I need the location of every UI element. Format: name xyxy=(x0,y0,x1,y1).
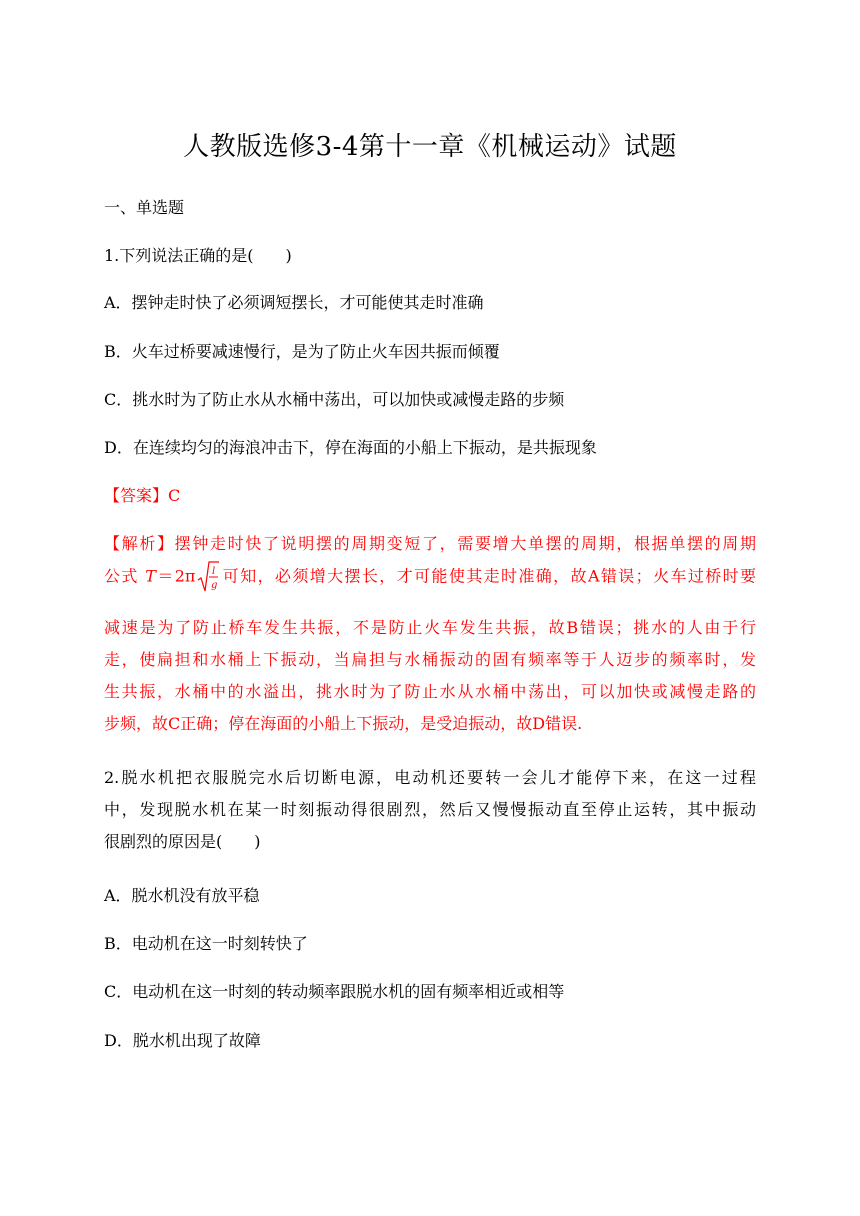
answer-tag: 【答案】 xyxy=(104,486,169,505)
question-1-option-c: C．挑水时为了防止水从水桶中荡出，可以加快或减慢走路的步频 xyxy=(104,390,565,409)
formula-g: g xyxy=(211,580,218,591)
question-1-analysis xyxy=(104,528,756,740)
analysis-line: 步频，故C正确；停在海面的小船上下振动，是受迫振动，故D错误. xyxy=(104,714,583,733)
question-1-answer xyxy=(104,484,180,508)
question-1-stem: 1.下列说法正确的是( ) xyxy=(104,246,292,265)
analysis-line xyxy=(104,528,756,560)
analysis-line: 减速是为了防止桥车发生共振，不是防止火车发生共振，故B错误；挑水的人由于行 xyxy=(104,618,756,637)
question-2-stem-line: 2.脱水机把衣服脱完水后切断电源，电动机还要转一会儿才能停下来，在这一过程 xyxy=(104,768,756,787)
analysis-line: 走，使扁担和水桶上下振动，当扁担与水桶振动的固有频率等于人迈步的频率时，发 xyxy=(104,650,756,669)
section-heading: 一、单选题 xyxy=(104,198,185,217)
question-1-option-d: D．在连续均匀的海浪冲击下，停在海面的小船上下振动，是共振现象 xyxy=(104,438,597,457)
analysis-line-formula xyxy=(104,560,756,604)
question-1-option-b: B．火车过桥要减速慢行，是为了防止火车因共振而倾覆 xyxy=(104,342,500,361)
question-2-option-d: D．脱水机出现了故障 xyxy=(104,1031,261,1050)
question-2-stem xyxy=(104,762,756,858)
formula-l: l xyxy=(212,566,216,577)
answer-value: C xyxy=(168,486,181,505)
formula-symbol-t: T xyxy=(145,566,156,586)
analysis-text: 公式 xyxy=(104,566,146,586)
analysis-text: 摆钟走时快了说明摆的周期变短了，需要增大单摆的周期，根据单摆的周期 xyxy=(174,534,756,553)
analysis-tag: 【解析】 xyxy=(104,534,175,553)
sqrt-formula-icon xyxy=(197,560,219,594)
formula-equals: ＝2π xyxy=(155,566,196,586)
question-2-stem-line: 很剧烈的原因是( ) xyxy=(104,832,261,851)
question-1-option-a: A．摆钟走时快了必须调短摆长，才可能使其走时准确 xyxy=(104,293,484,312)
document-title: 人教版选修3-4第十一章《机械运动》试题 xyxy=(183,132,677,162)
question-2-option-a: A．脱水机没有放平稳 xyxy=(104,886,260,905)
analysis-text: 可知，必须增大摆长，才可能使其走时准确，故A错误；火车过桥时要 xyxy=(221,566,757,586)
question-2-stem-line: 中，发现脱水机在某一时刻振动得很剧烈，然后又慢慢振动直至停止运转，其中振动 xyxy=(104,800,756,819)
analysis-line: 生共振，水桶中的水溢出，挑水时为了防止水从水桶中荡出，可以加快或减慢走路的 xyxy=(104,682,756,701)
question-2-option-c: C．电动机在这一时刻的转动频率跟脱水机的固有频率相近或相等 xyxy=(104,982,565,1001)
question-2-option-b: B．电动机在这一时刻转快了 xyxy=(104,934,308,953)
